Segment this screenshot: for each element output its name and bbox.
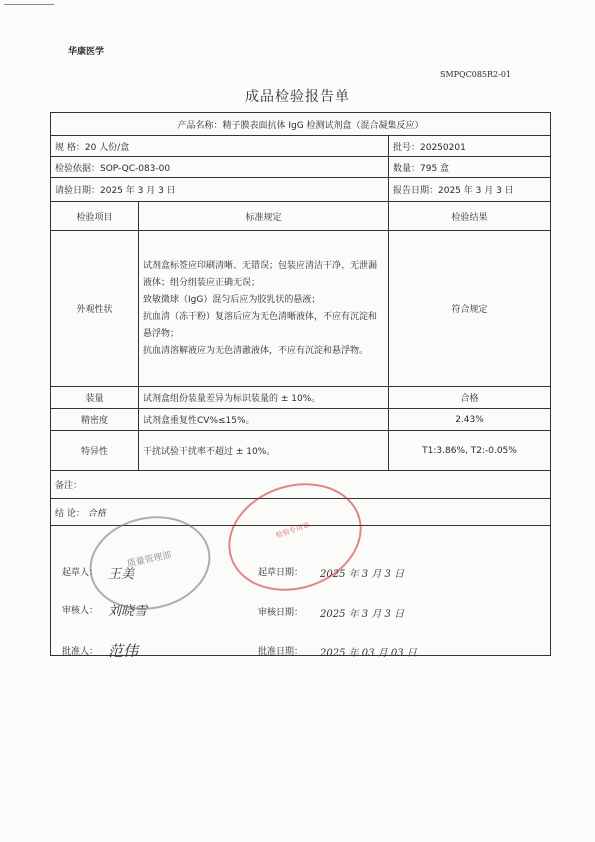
draft-date: 2025 年 3 月 3 日 [320, 569, 405, 580]
item-appearance: 外观性状 [51, 231, 139, 387]
drafter-label: 起草人： [62, 568, 99, 578]
company-seal-text: 检验专用章 [274, 521, 311, 540]
col-header-standard: 标准规定 [139, 202, 389, 231]
reviewer-signature: 刘晓雪 [108, 604, 148, 619]
item-precision: 精密度 [51, 409, 139, 431]
review-date: 2025 年 3 月 3 日 [320, 609, 405, 620]
approver-signature: 范伟 [108, 642, 139, 660]
qa-stamp-text: 质量管理部 [126, 550, 173, 571]
result-appearance: 符合规定 [389, 231, 551, 387]
basis-cell: 检验依据：SOP-QC-083-00 [51, 157, 389, 178]
document-code: SMPQC085R2-01 [440, 70, 511, 79]
item-specificity: 特异性 [51, 431, 139, 471]
standard-specificity: 干扰试验干扰率不超过 ± 10%。 [139, 431, 389, 471]
report-date-cell: 报告日期：2025 年 3 月 3 日 [389, 178, 551, 202]
conclusion-label: 结 论： [55, 508, 85, 519]
standard-line: 抗血清溶解液应为无色清澈液体，不应有沉淀和悬浮物。 [143, 345, 369, 356]
result-specificity: T1:3.86%, T2:-0.05% [389, 431, 551, 471]
standard-line: 抗血清（冻干粉）复溶后应为无色清晰液体，不应有沉淀和悬浮物； [143, 311, 378, 339]
product-name-cell: 产品名称：精子膜表面抗体 IgG 检测试剂盒（混合凝集反应） [51, 113, 551, 136]
result-precision: 2.43% [389, 409, 551, 431]
approve-date-label: 批准日期： [258, 647, 304, 657]
spec-cell: 规 格：20 人份/盒 [51, 136, 389, 157]
standard-precision: 试剂盒重复性CV%≤15%。 [139, 409, 389, 431]
draft-date-label: 起草日期： [258, 568, 304, 578]
quantity-cell: 数量：795 盒 [389, 157, 551, 178]
report-title: 成品检验报告单 [245, 89, 350, 105]
company-logo-text: 华康医学 [68, 47, 105, 57]
col-header-result: 检验结果 [389, 202, 551, 231]
remarks-label: 备注： [55, 481, 83, 491]
result-fill-volume: 合格 [389, 387, 551, 409]
reviewer-label: 审核人： [62, 606, 99, 616]
conclusion-value: 合格 [87, 508, 106, 519]
scan-mark [4, 4, 54, 5]
item-fill-volume: 装量 [51, 387, 139, 409]
col-header-item: 检验项目 [51, 202, 139, 231]
review-date-label: 审核日期： [258, 608, 304, 618]
standard-fill-volume: 试剂盒组份装量差异为标识装量的 ± 10%。 [139, 387, 389, 409]
approver-label: 批准人： [62, 647, 99, 657]
approve-date: 2025 年 03 月 03 日 [320, 648, 417, 659]
drafter-signature: 王美 [108, 567, 135, 582]
standard-line: 试剂盒标签应印刷清晰、无错误；包装应清洁干净、无泄漏液体；组分组装应正确无误； [143, 260, 378, 288]
batch-cell: 批号：20250201 [389, 136, 551, 157]
standard-line: 致敏微球（IgG）混匀后应为胶乳状的悬液； [143, 294, 321, 305]
request-date-cell: 请验日期：2025 年 3 月 3 日 [51, 178, 389, 202]
standard-appearance [139, 231, 389, 387]
